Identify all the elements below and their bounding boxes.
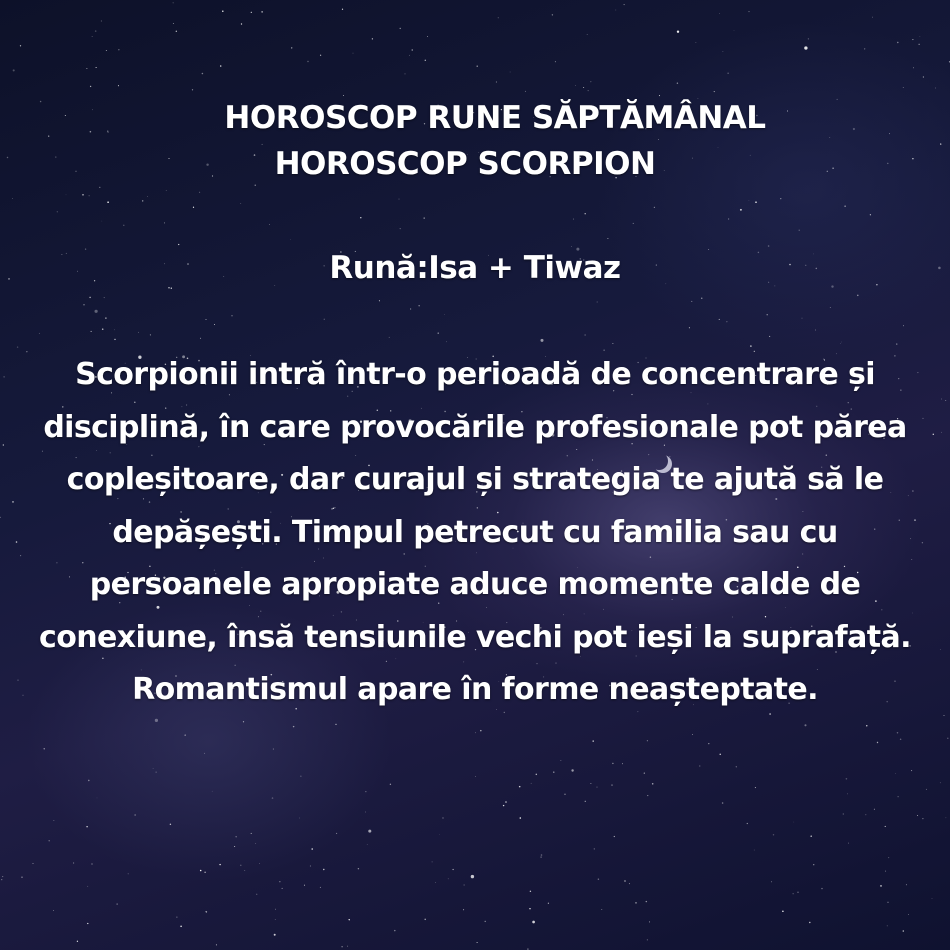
horoscope-description: Scorpionii intră într-o perioadă de concentrare și disciplină, în care provocările profesionale pot părea copleșitoare, dar curajul și strategia te ajută să le depășești. Timpul petrecut cu familia sau cu persoanele apropiate aduce momente calde de conexiune, însă tensiunile vechi pot ieși la suprafață. Romantismul apare în forme neașteptate. (39, 357, 911, 707)
rune-line (30, 245, 920, 291)
rune-value: Isa + Tiwaz (428, 250, 621, 286)
rune-label: Rună: (329, 250, 429, 286)
page-title: HOROSCOP RUNE SĂPTĂMÂNAL (224, 100, 766, 136)
sign-title: HOROSCOP SCORPION (274, 146, 656, 182)
horoscope-text (30, 95, 920, 717)
